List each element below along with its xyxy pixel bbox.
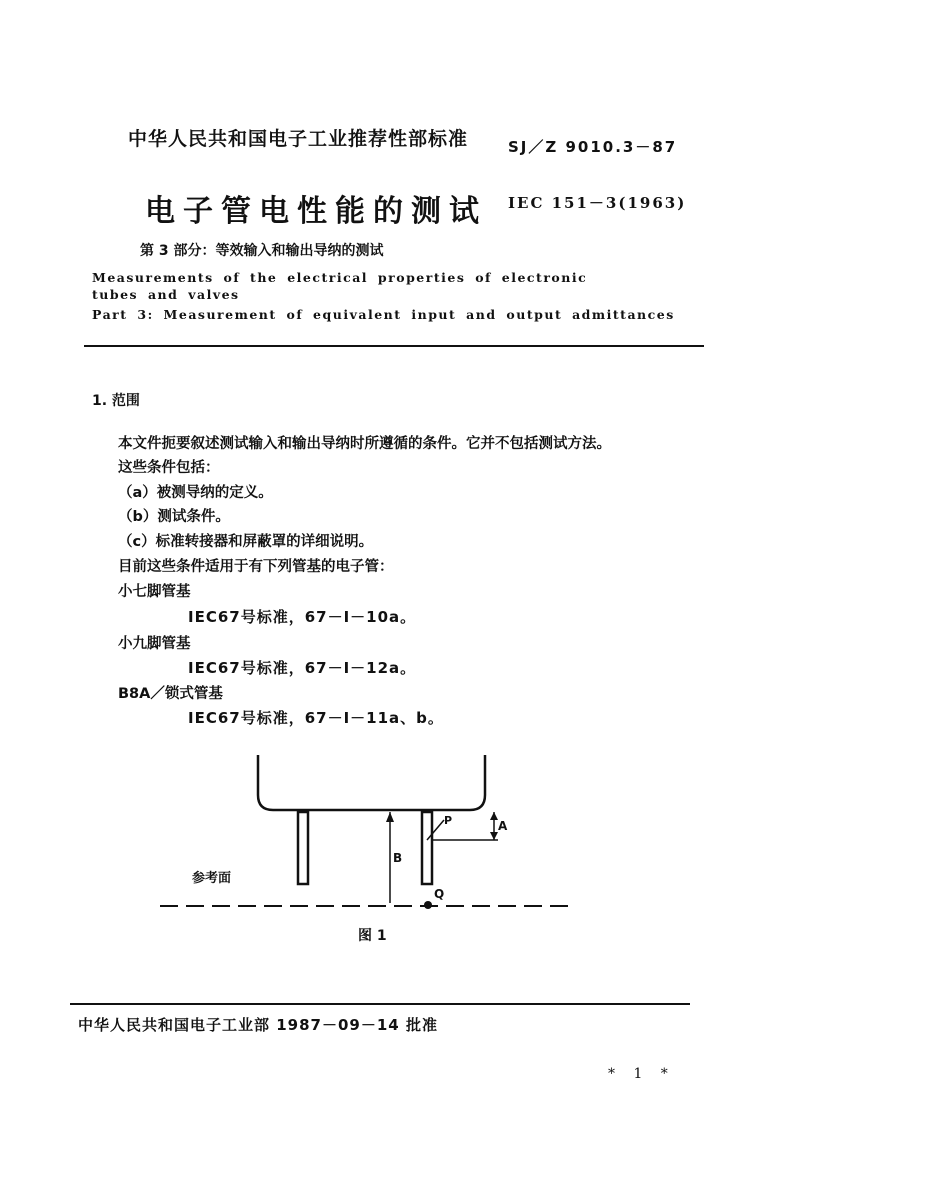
tube-pin: [422, 812, 432, 884]
tube-envelope: [258, 755, 485, 810]
standard-code: SJ／Z 9010.3－87: [508, 138, 678, 156]
list-item: （c）标准转接器和屏蔽罩的详细说明。: [118, 534, 374, 550]
base-standard: IEC67号标准，67－I－10a。: [188, 608, 417, 626]
label-q: Q: [434, 887, 445, 901]
english-title-line-3: Part 3: Measurement of equivalent input and output admittances: [92, 307, 675, 322]
figure-caption: 图 1: [358, 928, 387, 944]
base-type: 小九脚管基: [118, 636, 191, 652]
list-item: （a）被测导纳的定义。: [118, 485, 273, 501]
section-heading: 1. 范围: [92, 393, 140, 409]
base-standard: IEC67号标准，67－I－11a、b。: [188, 709, 444, 727]
document-title: 电子管电性能的测试: [145, 194, 487, 229]
english-title-line-1: Measurements of the electrical properties of electronic: [92, 270, 588, 285]
approval-line: 中华人民共和国电子工业部 1987－09－14 批准: [78, 1016, 438, 1034]
reference-plane-label: 参考面: [192, 871, 232, 886]
english-title-line-2: tubes and valves: [92, 287, 240, 302]
paragraph-line: 这些条件包括：: [118, 460, 220, 476]
list-item: （b）测试条件。: [118, 509, 230, 525]
iec-reference: IEC 151－3(1963): [508, 194, 687, 212]
base-standard: IEC67号标准，67－I－12a。: [188, 659, 417, 677]
footer-divider: [70, 1003, 690, 1005]
base-type: B8A／锁式管基: [118, 686, 223, 702]
part-subtitle-cn: 第 3 部分：等效输入和输出导纳的测试: [140, 243, 384, 259]
label-p: P: [444, 814, 453, 827]
label-b: B: [393, 851, 403, 865]
page-number: * 1 *: [608, 1066, 668, 1082]
paragraph-line: 目前这些条件适用于有下列管基的电子管：: [118, 559, 394, 575]
tube-pin: [298, 812, 308, 884]
paragraph-line: 本文件扼要叙述测试输入和输出导纳时所遵循的条件。它并不包括测试方法。: [118, 436, 611, 452]
label-a: A: [498, 819, 508, 833]
base-type: 小七脚管基: [118, 584, 191, 600]
issuer-heading: 中华人民共和国电子工业推荐性部标准: [128, 128, 469, 150]
